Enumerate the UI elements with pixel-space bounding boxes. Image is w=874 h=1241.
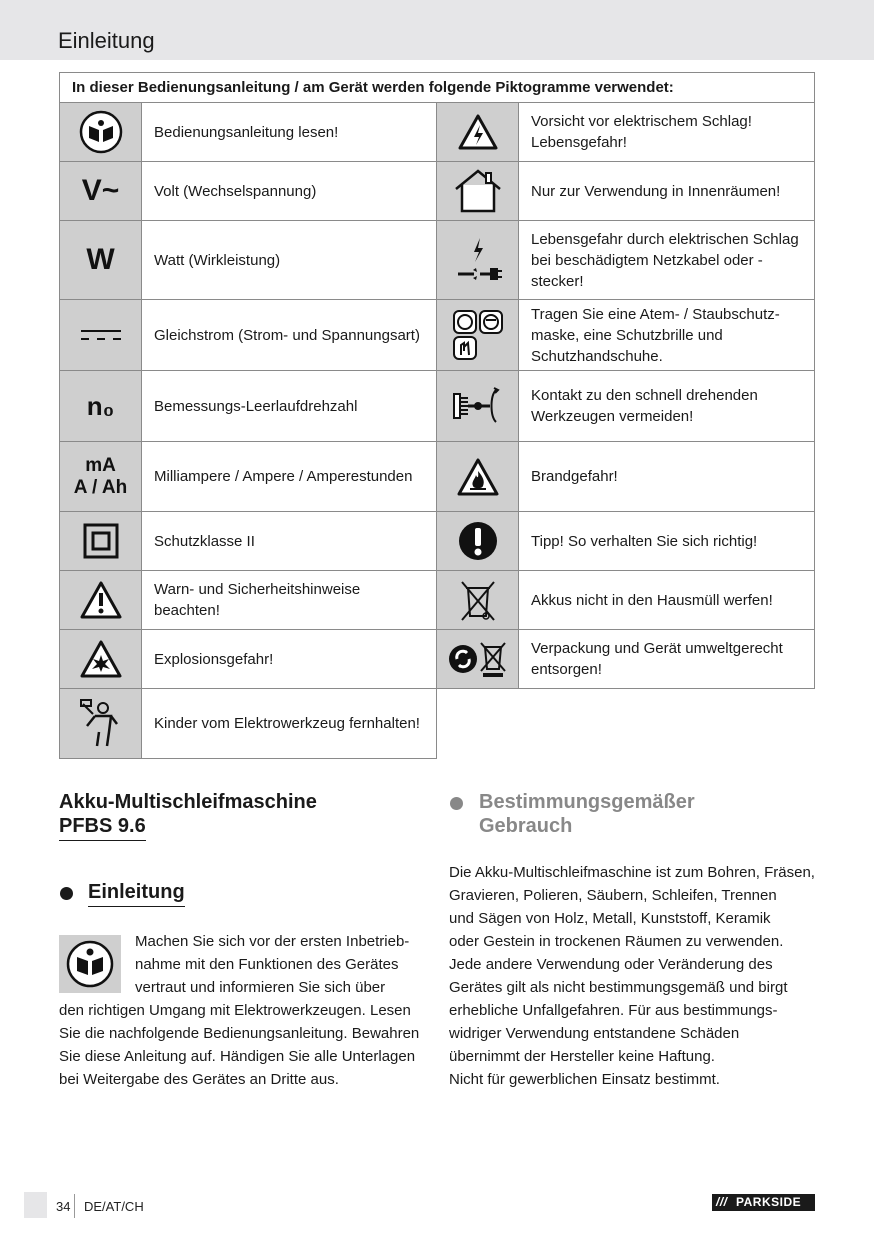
indoor-use-icon: [452, 167, 504, 215]
intended-use-text: [449, 861, 815, 1091]
pictogram-text: Explosionsgefahr!: [142, 630, 437, 689]
no-household-waste-icon: [458, 578, 498, 622]
product-name: Akku-Multischleifmaschine: [59, 791, 317, 813]
footer-marker: [24, 1192, 47, 1218]
damaged-cable-icon: [452, 234, 504, 286]
pictogram-text: Gleichstrom (Strom- und Spannungsart): [142, 300, 437, 371]
pictogram-text: Verpackung und Gerät umweltgerecht entsorgen!: [519, 630, 815, 689]
dc-symbol-icon: [77, 325, 125, 345]
pictogram-text: Kontakt zu den schnell drehenden Werkzeugen vermeiden!: [519, 371, 815, 442]
pictogram-text: Nur zur Verwendung in Innenräumen!: [519, 162, 815, 221]
intended-use-line: Nicht für gewerblichen Einsatz bestimmt.: [449, 1071, 720, 1088]
section-bullet: [60, 887, 73, 900]
pictogram-text: Kinder vom Elektrowerkzeug fernhalten!: [142, 689, 437, 759]
logo-text: PARKSIDE: [736, 1195, 802, 1209]
country-codes: DE/AT/CH: [84, 1199, 144, 1214]
warning-triangle-icon: [79, 580, 123, 620]
intro-line: Sie die nachfolgende Bedienungsanleitung. Bewahren: [59, 1025, 420, 1042]
watt-symbol: W: [60, 221, 142, 300]
intended-use-line: übernimmt der Hersteller keine Haftung.: [449, 1048, 715, 1065]
intro-line: Sie diese Anleitung auf. Händigen Sie alle Unterlagen: [59, 1048, 416, 1065]
fire-hazard-icon: [456, 457, 500, 497]
intro-text-indented: [135, 930, 409, 999]
current-units-symbol: mA A / Ah: [60, 442, 142, 512]
intended-use-title: [479, 790, 695, 838]
page-title: Einleitung: [58, 28, 155, 53]
volt-ac-symbol: V~: [60, 162, 142, 221]
intended-use-title-line: Bestimmungsgemäßer: [479, 791, 695, 813]
electric-shock-icon: [457, 113, 499, 151]
pictogram-text: Tragen Sie eine Atem- / Staubschutz-maske, eine Schutzbrille und Schutzhandschuhe.: [519, 300, 815, 371]
page-number: 34: [56, 1199, 71, 1214]
footer-divider: [74, 1194, 75, 1218]
intro-line: Machen Sie sich vor der ersten Inbetrieb-: [135, 933, 410, 950]
intro-icon-box: [59, 935, 121, 993]
intended-use-line: Gravieren, Polieren, Säubern, Schleifen, Trennen: [449, 887, 777, 904]
pictogram-text: Brandgefahr!: [519, 442, 815, 512]
pictogram-text: Milliampere / Ampere / Amperestunden: [142, 442, 437, 512]
section-bullet: [450, 797, 463, 810]
keep-children-away-icon: [79, 698, 123, 750]
pictogram-text: Vorsicht vor elektrischem Schlag! Lebensgefahr!: [519, 103, 815, 162]
intended-use-line: und Sägen von Holz, Metall, Kunststoff, Keramik: [449, 910, 771, 927]
pictogram-heading: In dieser Bedienungsanleitung / am Gerät werden folgende Piktogramme verwendet:: [60, 73, 815, 103]
product-heading: [59, 790, 317, 838]
intended-use-line: Gerätes gilt als nicht bestimmungsgemäß und birgt: [449, 979, 788, 996]
pictogram-text: Volt (Wechselspannung): [142, 162, 437, 221]
protective-equipment-icon: [450, 307, 506, 363]
intro-title: Einleitung: [88, 881, 185, 907]
logo-mark: ///: [716, 1195, 728, 1209]
no-load-speed-symbol: n₀: [60, 371, 142, 442]
pictogram-table: [59, 72, 815, 759]
intended-use-line: erhebliche Unfallgefahren. Für aus bestimmungs-: [449, 1002, 778, 1019]
read-manual-icon: [79, 110, 123, 154]
pictogram-text: Lebensgefahr durch elektrischen Schlag bei beschädigtem Netzkabel oder -stecker!: [519, 221, 815, 300]
intro-line: bei Weitergabe des Gerätes an Dritte aus.: [59, 1071, 339, 1088]
product-model: PFBS 9.6: [59, 815, 146, 841]
pictogram-text: Watt (Wirkleistung): [142, 221, 437, 300]
pictogram-text: Bemessungs-Leerlaufdrehzahl: [142, 371, 437, 442]
pictogram-text: Bedienungsanleitung lesen!: [142, 103, 437, 162]
tip-icon: [457, 520, 499, 562]
intro-line: nahme mit den Funktionen des Gerätes: [135, 956, 399, 973]
intended-use-line: Die Akku-Multischleifmaschine ist zum Bohren, Fräsen,: [449, 864, 815, 881]
pictogram-text: Tipp! So verhalten Sie sich richtig!: [519, 512, 815, 571]
intro-line: den richtigen Umgang mit Elektrowerkzeugen. Lesen: [59, 1002, 411, 1019]
recycling-icon: [447, 639, 509, 679]
pictogram-text: Warn- und Sicherheitshinweise beachten!: [142, 571, 437, 630]
intended-use-title-line: Gebrauch: [479, 815, 573, 837]
explosion-icon: [79, 639, 123, 679]
intended-use-line: oder Gestein in trockenen Räumen zu verwenden.: [449, 933, 784, 950]
intro-text: [59, 999, 419, 1091]
pictogram-text: Akkus nicht in den Hausmüll werfen!: [519, 571, 815, 630]
intended-use-line: widriger Verwendung entstandene Schäden: [449, 1025, 740, 1042]
parkside-logo: [712, 1194, 815, 1211]
protection-class-ii-icon: [83, 523, 119, 559]
intended-use-line: Jede andere Verwendung oder Veränderung des: [449, 956, 773, 973]
rotating-tool-icon: [448, 382, 508, 430]
pictogram-text: Schutzklasse II: [142, 512, 437, 571]
intro-line: vertraut und informieren Sie sich über: [135, 979, 386, 996]
read-manual-icon: [59, 935, 121, 993]
